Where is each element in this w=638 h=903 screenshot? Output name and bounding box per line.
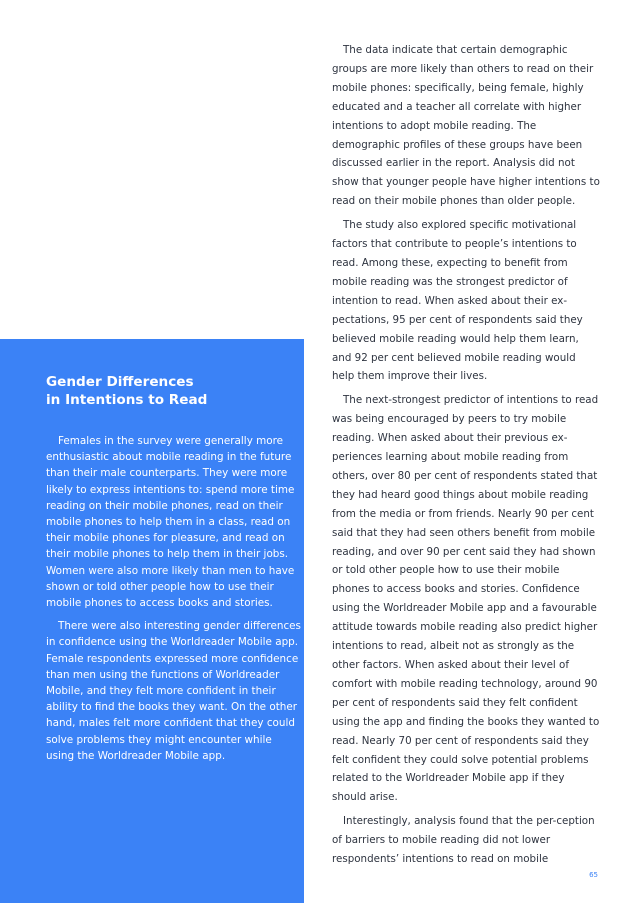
- main-paragraph: The next-strongest predictor of intentions to read was being encouraged by peers to try mobile reading. When asked about their previous ex-periences learning about mobile reading from others, over 80 per cent of respondents stated that they had heard good things about mobile reading from the media or from friends. Nearly 90 per cent said that they had seen others benefit from mobile reading, and over 90 per cent said they had shown or told other people how to use their mobile phones to access books and stories. Confidence using the Worldreader Mobile app and a favourable attitude towards mobile reading also predict higher intentions to read, albeit not as strongly as the other factors. When asked about their level of comfort with mobile reading technology, around 90 per cent of respondents said they felt confident using the app and finding the books they wanted to read. Nearly 70 per cent of respondents said they felt confident they could solve potential problems related to the Worldreader Mobile app if they should arise.: [332, 394, 600, 804]
- main-paragraph: Interestingly, analysis found that the per-ception of barriers to mobile reading did not lower respondents’ intentions to read on mobile: [332, 815, 595, 866]
- sidebar-body: [46, 433, 302, 771]
- sidebar-heading: [46, 373, 286, 409]
- main-paragraph: The data indicate that certain demographic groups are more likely than others to read on their mobile phones: specifically, being female, highly educated and a teacher all correlate with higher intentions to adopt mobile reading. The demographic profiles of these groups have been discussed earlier in the report. Analysis did not show that younger people have higher intentions to read on their mobile phones than older people.: [332, 44, 600, 208]
- sidebar-heading-line-2: in Intentions to Read: [46, 392, 208, 408]
- main-column: [332, 41, 600, 874]
- main-paragraph: The study also explored specific motivational factors that contribute to people’s intentions to read. Among these, expecting to benefit from mobile reading was the strongest predictor of intention to read. When asked about their ex-pectations, 95 per cent of respondents said they believed mobile reading would help them learn, and 92 per cent believed mobile reading would help them improve their lives.: [332, 219, 583, 383]
- sidebar-paragraph: Females in the survey were generally more enthusiastic about mobile reading in the future than their male counterparts. They were more likely to express intentions to: spend more time reading on their mobile phones, read on their mobile phones to help them in a class, read on their mobile phones for pleasure, and read on their mobile phones to help them in their jobs. Women were also more likely than men to have shown or told other people how to use their mobile phones to access books and stories.: [46, 435, 295, 610]
- page-number: 65: [589, 871, 598, 879]
- sidebar-paragraph: There were also interesting gender differences in confidence using the Worldreader Mobile app. Female respondents expressed more confidence than men using the functions of Worldreader Mobile, and they felt more confident in their ability to find the books they want. On the other hand, males felt more confident that they could solve problems they might encounter while using the Worldreader Mobile app.: [46, 620, 301, 762]
- sidebar-heading-line-1: Gender Differences: [46, 374, 194, 390]
